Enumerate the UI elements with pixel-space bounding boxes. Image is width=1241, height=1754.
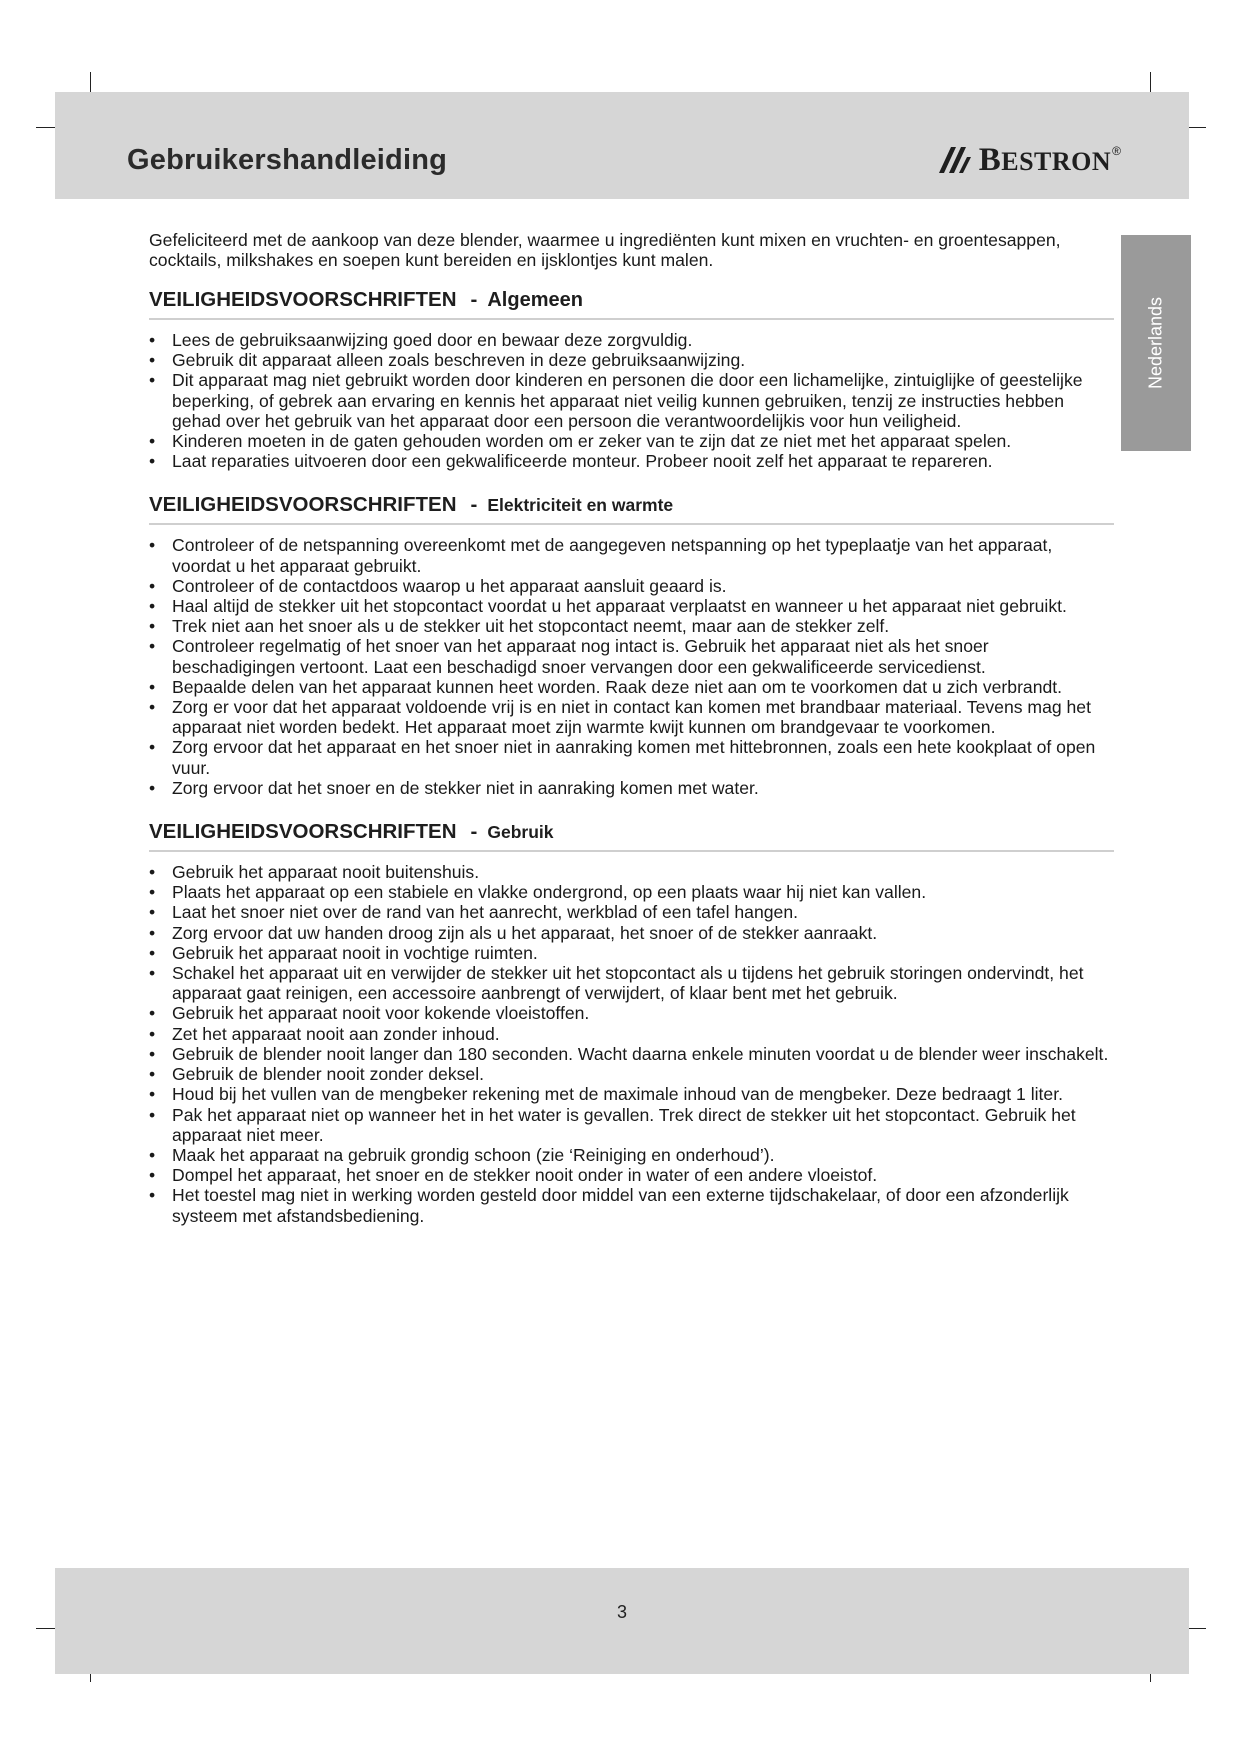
rules-list [149, 330, 1114, 471]
list-item: • Zorg ervoor dat uw handen droog zijn als u het apparaat, het snoer of de stekker aanraakt. [149, 923, 1114, 943]
registered-mark: ® [1112, 144, 1121, 158]
list-item: • Kinderen moeten in de gaten gehouden worden om er zeker van te zijn dat ze niet met het apparaat spelen. [149, 431, 1114, 451]
brand-wordmark: BESTRON [978, 141, 1112, 178]
rules-list [149, 862, 1114, 1226]
list-item: • Controleer of de contactdoos waarop u het apparaat aansluit geaard is. [149, 576, 1114, 596]
list-item: • Zet het apparaat nooit aan zonder inhoud. [149, 1024, 1114, 1044]
list-item: • Plaats het apparaat op een stabiele en vlakke ondergrond, op een plaats waar hij niet kan vallen. [149, 882, 1114, 902]
bestron-chevron-icon [937, 143, 973, 177]
section-heading: VEILIGHEIDSVOORSCHRIFTEN - Gebruik [149, 818, 1114, 852]
header-band [55, 92, 1189, 199]
list-item: • Bepaalde delen van het apparaat kunnen heet worden. Raak deze niet aan om te voorkomen dat u zich verbrandt. [149, 677, 1114, 697]
section-usage [149, 818, 1114, 1226]
list-item: • Het toestel mag niet in werking worden gesteld door middel van een externe tijdschakelaar, of door een afzonderlijk systeem met afstandsbediening. [149, 1185, 1114, 1225]
list-item: • Trek niet aan het snoer als u de stekker uit het stopcontact neemt, maar aan de stekker zelf. [149, 616, 1114, 636]
language-label: Nederlands [1145, 296, 1166, 390]
list-item: • Haal altijd de stekker uit het stopcontact voordat u het apparaat verplaatst en wanneer u het apparaat niet gebruikt. [149, 596, 1114, 616]
brand-logo [937, 140, 1121, 180]
list-item: • Zorg ervoor dat het snoer en de stekker niet in aanraking komen met water. [149, 778, 1114, 798]
section-electricity-heat [149, 491, 1114, 798]
list-item: • Controleer regelmatig of het snoer van het apparaat nog intact is. Gebruik het apparaat niet als het snoer beschadigingen vertoont. Laat een beschadigd snoer vervangen door een gekwalificeerde servicedienst. [149, 636, 1114, 676]
list-item: • Gebruik de blender nooit langer dan 180 seconden. Wacht daarna enkele minuten voordat u de blender weer inschakelt. [149, 1044, 1114, 1064]
list-item: • Gebruik de blender nooit zonder deksel. [149, 1064, 1114, 1084]
list-item: • Pak het apparaat niet op wanneer het in het water is gevallen. Trek direct de stekker uit het stopcontact. Gebruik het apparaat niet meer. [149, 1105, 1114, 1145]
list-item: • Laat het snoer niet over de rand van het aanrecht, werkblad of een tafel hangen. [149, 902, 1114, 922]
intro-paragraph: Gefeliciteerd met de aankoop van deze blender, waarmee u ingrediënten kunt mixen en vruchten- en groentesappen, cocktails, milkshakes en soepen kunt bereiden en ijsklontjes kunt malen. [149, 230, 1061, 270]
language-tab [1121, 235, 1191, 451]
list-item: • Zorg er voor dat het apparaat voldoende vrij is en niet in contact kan komen met brandbaar materiaal. Tevens mag het apparaat niet worden bedekt. Het apparaat moet zijn warmte kwijt kunnen om brandgevaar te voorkomen. [149, 697, 1114, 737]
page-title: Gebruikershandleiding [127, 144, 448, 176]
list-item: • Dit apparaat mag niet gebruikt worden door kinderen en personen die door een lichamelijke, zintuiglijke of geestelijke beperking, of gebrek aan ervaring en kennis het apparaat niet veilig kunnen gebruiken, tenzij ze instructies hebben gehad over het gebruik van het apparaat door een persoon die verantwoordelijkis voor hun veiligheid. [149, 370, 1114, 431]
list-item: • Gebruik dit apparaat alleen zoals beschreven in deze gebruiksaanwijzing. [149, 350, 1114, 370]
rules-list [149, 535, 1114, 798]
list-item: • Gebruik het apparaat nooit buitenshuis. [149, 862, 1114, 882]
list-item: • Schakel het apparaat uit en verwijder de stekker uit het stopcontact als u tijdens het gebruik storingen ondervindt, het apparaat gaat reinigen, een accessoire aanbrengt of verwijdert, of klaar bent met het gebruik. [149, 963, 1114, 1003]
section-heading: VEILIGHEIDSVOORSCHRIFTEN - Elektriciteit en warmte [149, 491, 1114, 525]
list-item: • Gebruik het apparaat nooit voor kokende vloeistoffen. [149, 1003, 1114, 1023]
page-number: 3 [616, 1602, 627, 1622]
list-item: • Maak het apparaat na gebruik grondig schoon (zie ‘Reiniging en onderhoud’). [149, 1145, 1114, 1165]
list-item: • Laat reparaties uitvoeren door een gekwalificeerde monteur. Probeer nooit zelf het apparaat te repareren. [149, 451, 1114, 471]
list-item: • Zorg ervoor dat het apparaat en het snoer niet in aanraking komen met hittebronnen, zoals een hete kookplaat of open vuur. [149, 737, 1114, 777]
main-content [149, 230, 1114, 1246]
list-item: • Dompel het apparaat, het snoer en de stekker nooit onder in water of een andere vloeistof. [149, 1165, 1114, 1185]
list-item: • Houd bij het vullen van de mengbeker rekening met de maximale inhoud van de mengbeker. Deze bedraagt 1 liter. [149, 1084, 1114, 1104]
section-general [149, 286, 1114, 471]
section-heading: VEILIGHEIDSVOORSCHRIFTEN - Algemeen [149, 286, 1114, 320]
footer-band [55, 1568, 1189, 1674]
list-item: • Gebruik het apparaat nooit in vochtige ruimten. [149, 943, 1114, 963]
list-item: • Lees de gebruiksaanwijzing goed door en bewaar deze zorgvuldig. [149, 330, 1114, 350]
list-item: • Controleer of de netspanning overeenkomt met de aangegeven netspanning op het typeplaatje van het apparaat, voordat u het apparaat gebruikt. [149, 535, 1114, 575]
